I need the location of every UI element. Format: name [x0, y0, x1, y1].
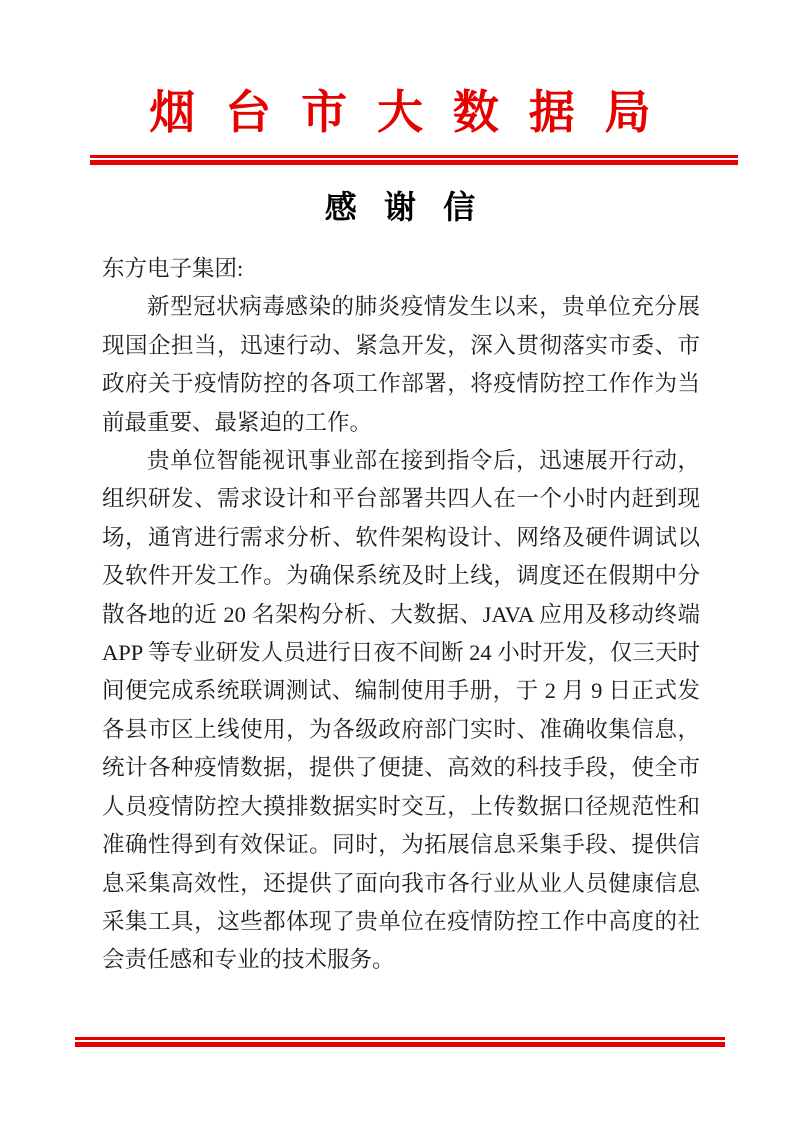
footer-divider-rule	[75, 1037, 725, 1047]
paragraph-1: 新型冠状病毒感染的肺炎疫情发生以来，贵单位充分展现国企担当，迅速行动、紧急开发，深入贯彻落实市委、市政府关于疫情防控的各项工作部署，将疫情防控工作作为当前最重要、最紧迫的工作。	[102, 294, 700, 435]
org-masthead-title: 烟台市大数据局	[149, 87, 681, 138]
letter-body	[102, 250, 700, 980]
salutation: 东方电子集团:	[102, 256, 244, 281]
paragraph-2: 贵单位智能视讯事业部在接到指令后，迅速展开行动，组织研发、需求设计和平台部署共四人在一个小时内赶到现场，通宵进行需求分析、软件架构设计、网络及硬件调试以及软件开发工作。为确保系统及时上线，调度还在假期中分散各地的近 20 名架构分析、大数据、JAVA 应用及移动终端 APP 等专业研发人员进行日夜不间断 24 小时开发，仅三天时间便完成系统联调测试、编制使用手册，于 2 月 9 日正式发各县市区上线使用，为各级政府部门实时、准确收集信息，统计各种疫情数据，提供了便捷、高效的科技手段，使全市人员疫情防控大摸排数据实时交互，上传数据口径规范性和准确性得到有效保证。同时，为拓展信息采集手段、提供信息采集高效性，还提供了面向我市各行业从业人员健康信息采集工具，这些都体现了贵单位在疫情防控工作中高度的社会责任感和专业的技术服务。	[102, 448, 700, 973]
header-divider-rule	[90, 155, 738, 165]
letter-title: 感谢信	[324, 189, 503, 225]
